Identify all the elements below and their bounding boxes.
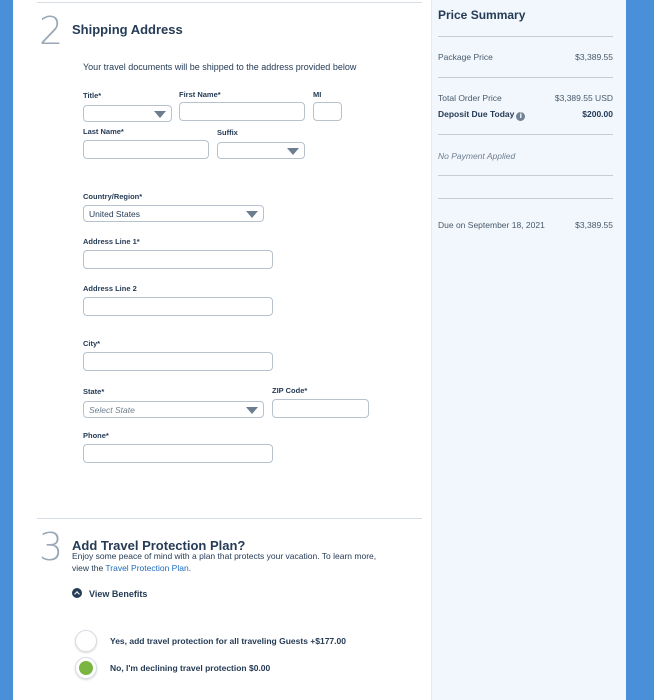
country-label: Country/Region* [83,192,143,201]
summary-divider [438,175,613,176]
view-benefits-toggle[interactable] [72,588,147,599]
state-select-placeholder: Select State [89,405,135,415]
due-date-value: $3,389.55 [575,220,613,230]
info-icon[interactable]: i [516,112,525,121]
phone-input[interactable] [83,444,273,463]
section-divider [37,2,422,3]
step-number-3: 3 [39,525,64,569]
city-label: City* [83,339,101,348]
deposit-due-row [438,109,613,121]
package-price-row [438,52,613,62]
title-select[interactable] [83,105,172,122]
total-order-value: $3,389.55 USD [554,93,613,103]
protection-description [72,550,392,574]
deposit-due-label: Deposit Due Today [438,109,515,119]
address-line-1-input[interactable] [83,250,273,269]
summary-divider [438,36,613,37]
chevron-down-icon [246,407,258,414]
protection-description-end: . [188,563,192,573]
price-summary-panel [431,0,626,700]
mi-input[interactable] [313,102,342,121]
view-benefits-label: View Benefits [89,589,148,599]
phone-label: Phone* [83,431,109,440]
chevron-up-circle-icon [72,588,82,598]
shipping-section-title: Shipping Address [72,22,183,37]
address-line-2-input[interactable] [83,297,273,316]
last-name-label: Last Name* [83,127,124,136]
suffix-label: Suffix [217,128,238,137]
protection-description-text: Enjoy some peace of mind with a plan that protects your vacation. To learn more, view the [72,551,377,573]
summary-divider [438,134,613,135]
address-line-1-label: Address Line 1* [83,237,140,246]
section-divider [37,518,422,519]
chevron-down-icon [154,111,166,118]
payment-note: No Payment Applied [438,151,516,161]
chevron-down-icon [246,211,258,218]
radio-add-protection[interactable] [75,630,97,652]
shipping-intro-text: Your travel documents will be shipped to the address provided below [83,62,357,72]
zip-code-label: ZIP Code* [272,386,308,395]
title-label: Title* [83,91,102,100]
state-select[interactable] [83,401,264,418]
first-name-input[interactable] [179,102,305,121]
total-order-row [438,93,613,103]
checkout-form-panel [13,0,431,700]
address-line-2-label: Address Line 2 [83,284,137,293]
first-name-label: First Name* [179,90,221,99]
chevron-down-icon [287,148,299,155]
suffix-select[interactable] [217,142,305,159]
add-protection-label[interactable]: Yes, add travel protection for all traveling Guests +$177.00 [110,636,346,646]
last-name-input[interactable] [83,140,209,159]
country-select[interactable] [83,205,264,222]
summary-divider [438,77,613,78]
due-date-row [438,220,613,230]
package-price-value: $3,389.55 [575,52,613,62]
price-summary-title: Price Summary [438,8,526,22]
due-date-label: Due on September 18, 2021 [438,220,545,230]
total-order-label: Total Order Price [438,93,502,103]
mi-label: MI [313,90,322,99]
summary-divider [438,198,613,199]
decline-protection-label[interactable]: No, I'm declining travel protection $0.00 [110,663,271,673]
step-number-2: 2 [39,9,64,53]
protection-section-title: Add Travel Protection Plan? [72,538,246,553]
zip-code-input[interactable] [272,399,369,418]
state-label: State* [83,387,105,396]
deposit-due-value: $200.00 [582,109,613,119]
radio-decline-protection[interactable] [75,657,97,679]
package-price-label: Package Price [438,52,493,62]
city-input[interactable] [83,352,273,371]
travel-protection-plan-link[interactable]: Travel Protection Plan [105,563,189,573]
country-select-value: United States [89,209,141,219]
